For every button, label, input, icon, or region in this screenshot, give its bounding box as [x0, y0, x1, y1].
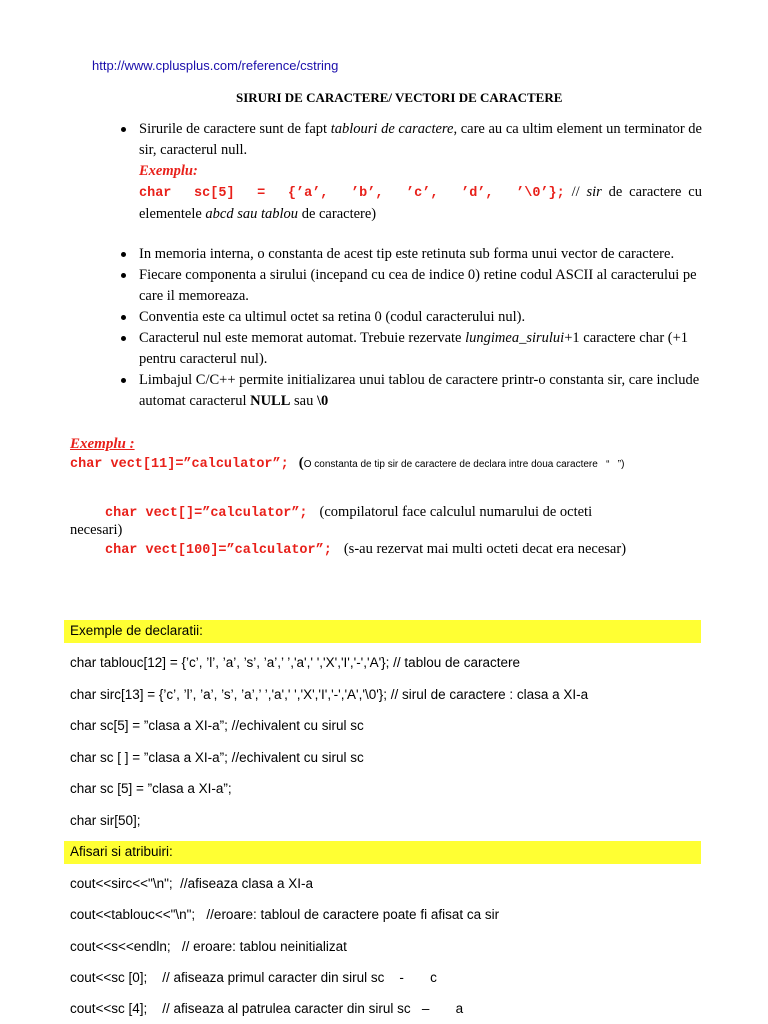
output-line: cout<<s<<endln; // eroare: tablou neinitializat — [70, 939, 347, 954]
example-line — [105, 539, 626, 560]
code-snippet: char sc[5] = {’a’, ’b’, ’c’, ’d’, ’\0’}; — [139, 186, 565, 201]
declaration-line: char sir[50]; — [70, 813, 141, 828]
example-line: char vect[11]=”calculator”; (O constanta de tip sir de caractere de declara intre doua caractere “ ”) — [70, 455, 625, 472]
output-line: cout<<sc [4]; // afiseaza al patrulea caracter din sirul sc – a — [70, 1001, 464, 1016]
list-item: In memoria interna, o constanta de acest tip este retinuta sub forma unui vector de caractere. — [112, 244, 702, 265]
example-note: (s-au rezervat mai multi octeti decat era necesar) — [343, 541, 627, 557]
declaration-line: char sc[5] = ”clasa a XI-a”; //echivalent cu sirul sc — [70, 718, 364, 733]
list-item: Conventia este ca ultimul octet sa retina 0 (codul caracterului nul). — [112, 307, 702, 328]
example-label: Exemplu: — [139, 163, 198, 179]
page-title: SIRURI DE CARACTERE/ VECTORI DE CARACTERE — [236, 90, 563, 105]
declaration-line: char sc [ ] = ”clasa a XI-a”; //echivalent cu sirul sc — [70, 750, 364, 765]
list-item: Limbajul C/C++ permite initializarea unui tablou de caractere printr-o constanta sir, care include automat caracterul NULL sau \0 — [112, 370, 702, 412]
code-snippet: char vect[11]=”calculator”; — [70, 457, 289, 472]
bullet-icon — [121, 378, 126, 383]
example-line — [105, 502, 592, 523]
reference-link[interactable]: http://www.cplusplus.com/reference/cstring — [92, 58, 339, 73]
list-item: Caracterul nul este memorat automat. Trebuie rezervate lungimea_sirului+1 caractere char (+1 pentru caracterul nul). — [112, 328, 702, 370]
example-note: necesari) — [70, 522, 123, 538]
section-header-afisari: Afisari si atribuiri: — [64, 841, 701, 864]
list-item: Fiecare componenta a sirului (incepand cu cea de indice 0) retine codul ASCII al caracterului pe care il memoreaza. — [112, 265, 702, 307]
output-line: cout<<tablouc<<"\n"; //eroare: tabloul de caractere poate fi afisat ca sir — [70, 907, 500, 922]
bullet-icon — [121, 315, 126, 320]
example-label: Exemplu : — [70, 436, 135, 452]
code-snippet: char vect[100]=”calculator”; — [105, 543, 332, 558]
declaration-line: char tablouc[12] = {’c’, ’l’, ’a’, ’s’, ’a’,’ ’,'a',' ','X','I','-','A'}; // tablou de caractere — [70, 655, 521, 670]
list-item: Sirurile de caractere sunt de fapt tablouri de caractere, care au ca ultim element un terminator de sir, caracterul null. Exemplu: char sc[5] = {’a’, ’b’, ’c’, ’d’, ’\0’}; // sir de caractere cu elementele abcd sau tablou de caractere) — [112, 119, 702, 225]
code-snippet: char vect[]=”calculator”; — [105, 506, 308, 521]
properties-list — [112, 244, 702, 412]
bullet-icon — [121, 336, 126, 341]
declaration-line: char sc [5] = ”clasa a XI-a”; — [70, 781, 232, 796]
declaration-line: char sirc[13] = {’c’, ’l’, ’a’, ’s’, ’a’,’ ’,'a',' ','X','I','-','A','\0'}; // sirul de caractere : clasa a XI-a — [70, 687, 589, 702]
definition-list — [112, 119, 702, 225]
example-note: O constanta de tip sir de caractere de declara intre doua caractere “ ”) — [303, 459, 625, 470]
output-line: cout<<sirc<<"\n"; //afiseaza clasa a XI-a — [70, 876, 313, 891]
bullet-icon — [121, 252, 126, 257]
example-note: (compilatorul face calculul numarului de octeti — [319, 504, 593, 520]
bullet-icon — [121, 273, 126, 278]
section-header-declaratii: Exemple de declaratii: — [64, 620, 701, 643]
output-line: cout<<sc [0]; // afiseaza primul caracter din sirul sc - c — [70, 970, 437, 985]
bullet-icon — [121, 127, 126, 132]
